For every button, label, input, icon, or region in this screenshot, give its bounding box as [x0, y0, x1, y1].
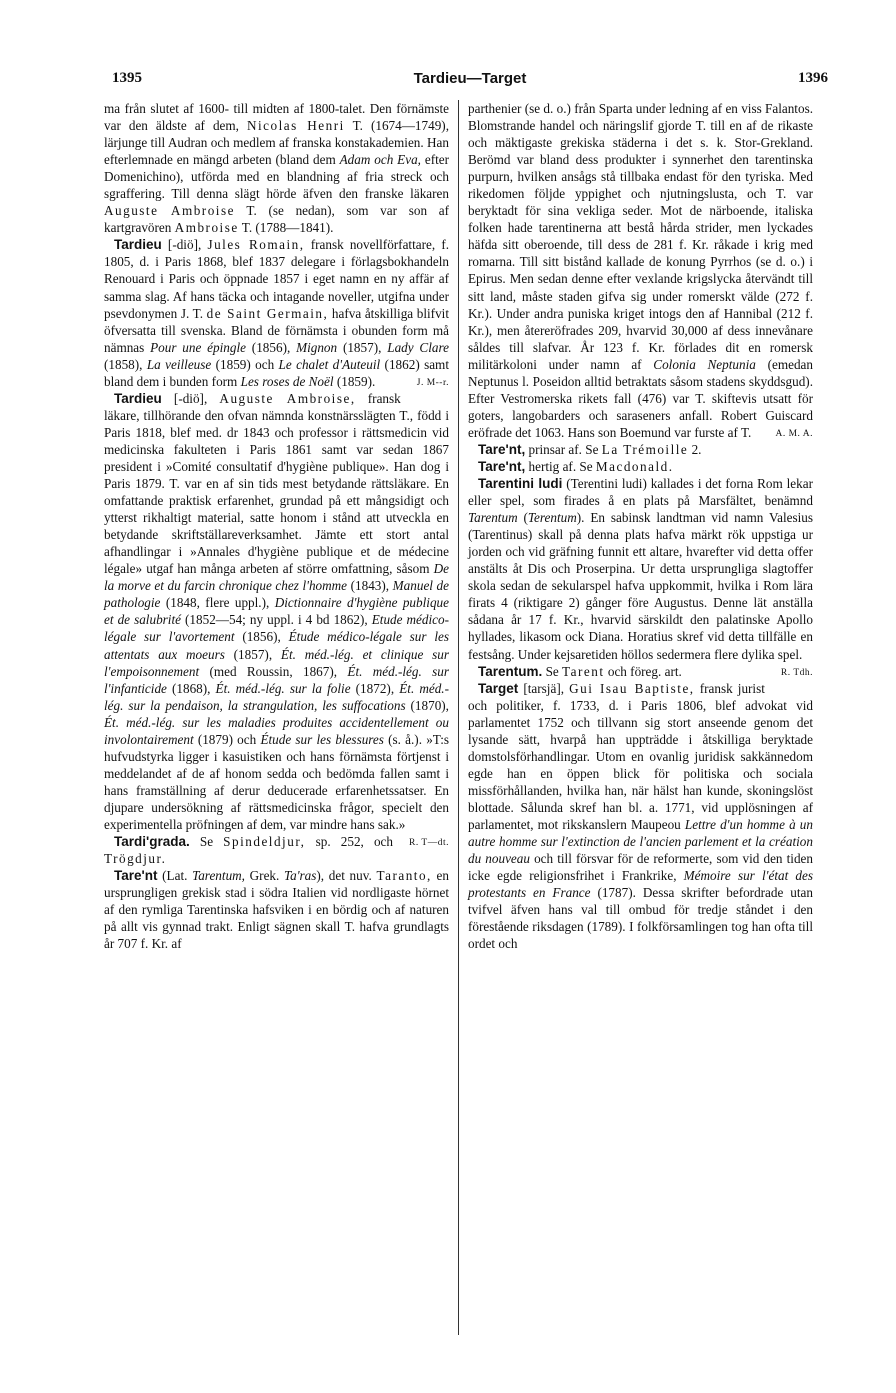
entry-tarentum: Tarentum. Se Tarent och föreg. art. [478, 663, 682, 679]
left-column [104, 100, 449, 952]
column-divider [458, 100, 459, 1335]
entry-tardieu-auguste: Tardieu [-diö], Auguste Ambroise, fransk läkare, tillhörande den ofvan nämnda konstnärsslägten T., född i Paris 1818, blef med. dr 1843 och professor i rättsmedicin vid medicinska fakulteten i Paris 1861 samt var sedan 1867 president i »Comité consultatif d'hygiène publique». Han dog i Paris 1879. T. var en af sin tids mest betydande rättsläkare. En omfattande praktisk erfarenhet, grundad på ett mångsidigt och ytterst rikhaltigt material, satte honom i stånd att utveckla en betydande skriftställareverksamhet. Jämte ett stort antal afhandlingar i »Annales d'hygiène publique et de médecine légale» utgaf han många arbeten af större omfattning, såsom De la morve et du farcin chronique chez l'homme (1843), Manuel de pathologie (1848, flere uppl.), Dictionnaire d'hygiène publique et de salubrité (1852—54; ny uppl. i 4 bd 1862), Etude médico-légale sur l'avortement (1856), Étude médico-légale sur les attentats aux moeurs (1857), Ét. méd.-lég. et clinique sur l'empoisonnement (med Roussin, 1867), Ét. méd.-lég. sur l'infanticide (1868), Ét. méd.-lég. sur la folie (1872), Ét. méd.-lég. sur la pendaison, la strangulation, les suffocations (1870), Ét. méd.-lég. sur les maladies produites accidentellement ou involontairement (1879) och Étude sur les blessures (s. å.). »T:s hufvudstyrka ligger i kasuistiken och hans förnämsta förtjenst i meddelandet af de af honom sedda och bedömda fallen samt i hans framställning af derur deducerade erfarenhetssatser. En djupare undersökning af rättsmedicinska frågor, specielt den experimentella pröfningen af dem, var mindre hans sak.» R. T—dt. [104, 390, 449, 833]
entry-target: Target [tarsjä], Gui Isau Baptiste, fransk jurist och politiker, f. 1733, d. i Paris 1806, blef advokat vid parlamentet 1752 och tillvann sig stort anseende genom det lysande sätt, hvarpå han uppträdde i åtskilliga beryktade domstolsförhandlingar. Utom en ovanlig juridisk sakkännedom egde han en öppen blick för politiska och sociala missförhållanden, hvilka han, när hälst han kunde, skoningslöst blottade. Sålunda skref han bl. a. 1771, vid upplösningen af parlamentet, mot rikskanslern Maupeou Lettre d'un homme à un autre homme sur l'extinction de l'ancien parlement et la création du nouveau och till försvar för de reformerte, som vid den tiden icke egde religionsfrihet i Frankrike, Mémoire sur l'état des protestants en France (1787). Dessa skrifter befordrade utan tvifvel äfven hans val till ombud för tredje ståndet i den förestående riksdagen (1789). I folkförsamlingen tog han ofta till ordet och [468, 680, 814, 952]
headword: Tardieu [114, 390, 162, 406]
author-signature: R. Tdh. [780, 667, 813, 678]
entry-tarent-continued: parthenier (se d. o.) från Sparta under ledning af en viss Falantos. Blomstrande handel och näringslif gjorde T. till en af de rikaste och mäktigaste grekiska städerna i det s. k. Stor-Grekland. Berömd var bland dess produkter i synnerhet den tarentinska purpurn, hvilken ansågs stå tillbaka endast för den tyriska. Med rikedomen följde yppighet och njutningslusta, och T. var beryktadt för sina vekliga seder. Mot de närboende, italiska folken hade tarentinerna att bestå hårda strider, men lyckades häfda sitt oberoende, till dess de 281 f. Kr. råkade i krig med romarna. Till sitt bistånd kallade de konung Pyrrhos (se d. o.) i Epirus. Men sedan denne efter vexlande krigslycka återvändt till sitt land, måste staden gifva sig under romerskt välde (272 f. Kr.). Under andra puniska kriget intogs den af Hannibal (212 f. Kr.), men återeröfrades 209, hvarvid 30,000 af dess innevånare såldes till slafvar. År 123 f. Kr. förlades dit en romersk militärkoloni under namn af Colonia Neptunia (emedan Neptunus l. Poseidon alltid betraktats såsom stadens skyddsgud). Efter Vestromerska rikets fall (476) var T. skiftevis utsatt för goters, langobarders och saraseners anfall. Robert Guiscard eröfrade det 1063. Hans son Boemund var furste af T. A. M. A. [468, 100, 813, 441]
author-signature: R. T—dt. [409, 838, 449, 849]
page-number-left: 1395 [112, 70, 142, 86]
entry-tarent-duke: Tare'nt, hertig af. Se Macdonald. [478, 458, 674, 474]
entry-tarentini-ludi: Tarentini ludi (Terentini ludi) kallades i det forna Rom lekar eller spel, som firades å en plats på Marsfältet, benämnd Tarentum (Terentum). En sabinsk landtman vid namn Valesius (Tarentinus) skall på denna plats hafva märkt rök uppstiga ur jorden och vid gräfning funnit ett altare, hvarefter vid detta offer anstälts åt Dis och Proserpina. Ur detta ursprungliga slagtoffer skola sedan de sekularspel hafva uppkommit, hvilka i Rom lära firats 4 (riktigare 2) gånger före Augustus. Denne lät anställa sådana år 17 f. Kr., hvarvid särskildt den palatinske Apollo hyllades, likasom ock Diana. Horatius skref vid detta tillfälle en festsång. Under kejsaretiden höllos sedermera flere dylika spel. R. Tdh. [468, 475, 813, 663]
entry-tarent-princes: Tare'nt, prinsar af. Se La Trémoille 2. [478, 441, 702, 457]
page-number-right: 1396 [798, 70, 828, 86]
author-signature: J. M--r. [416, 377, 449, 388]
headword: Tare'nt [114, 868, 158, 884]
author-signature: A. M. A. [775, 428, 813, 439]
headword: Tardieu [114, 237, 162, 253]
headword: Target [478, 680, 519, 696]
headword: Tare'nt, [478, 458, 526, 474]
headword: Tardi'grada. [114, 834, 190, 850]
headword: Tare'nt, [478, 441, 526, 457]
entry-tardigrada: Tardi'grada. Se Spindeldjur, sp. 252, och Trögdjur. [104, 834, 394, 867]
headword: Tarentum. [478, 663, 543, 679]
entry-tardieu-family: ma från slutet af 1600- till midten af 1800-talet. Den förnämste var den äldste af dem, Nicolas Henri T. (1674—1749), lärjunge till Audran och medlem af franska konstakademien. Han efterlemnade en mängd arbeten (bland dem Adam och Eva, efter Domenichino), utförda med en blandning af fria streck och sgraffering. Till denna slägt hörde äfven den franske läkaren Auguste Ambroise T. (se nedan), som var son af kartgravören Ambroise T. (1788—1841). [104, 101, 449, 236]
running-title: Tardieu—Target [413, 70, 527, 87]
entry-tardieu-jules: Tardieu [-diö], Jules Romain, fransk novellförfattare, f. 1805, d. i Paris 1868, blef 1837 delegare i förlagsbokhandeln Renouard i Paris och öppnade 1857 i eget namn en ny affär af samma slag. Af hans täcka och intagande noveller, utgifna under psevdonymen J. T. de Saint Germain, hafva åtskilliga blifvit öfversatta till svenska. Bland de förnämsta i obunden form må nämnas Pour une épingle (1856), Mignon (1857), Lady Clare (1858), La veilleuse (1859) och Le chalet d'Auteuil (1862) samt bland dem i bunden form Les roses de Noël (1859). J. M--r. [104, 236, 449, 389]
right-column [468, 100, 813, 952]
entry-tarent: Tare'nt (Lat. Tarentum, Grek. Ta'ras), det nuv. Taranto, en ursprungligen grekisk stad i södra Italien vid nordligaste hörnet af den rymliga Tarentinska hafsviken i en bördig och af naturen på allt vis gynnad trakt. Enligt sägnen skall T. hafva grundlagts år 707 f. Kr. af [104, 868, 449, 952]
headword: Tarentini ludi [478, 476, 563, 492]
page-header [112, 70, 828, 92]
